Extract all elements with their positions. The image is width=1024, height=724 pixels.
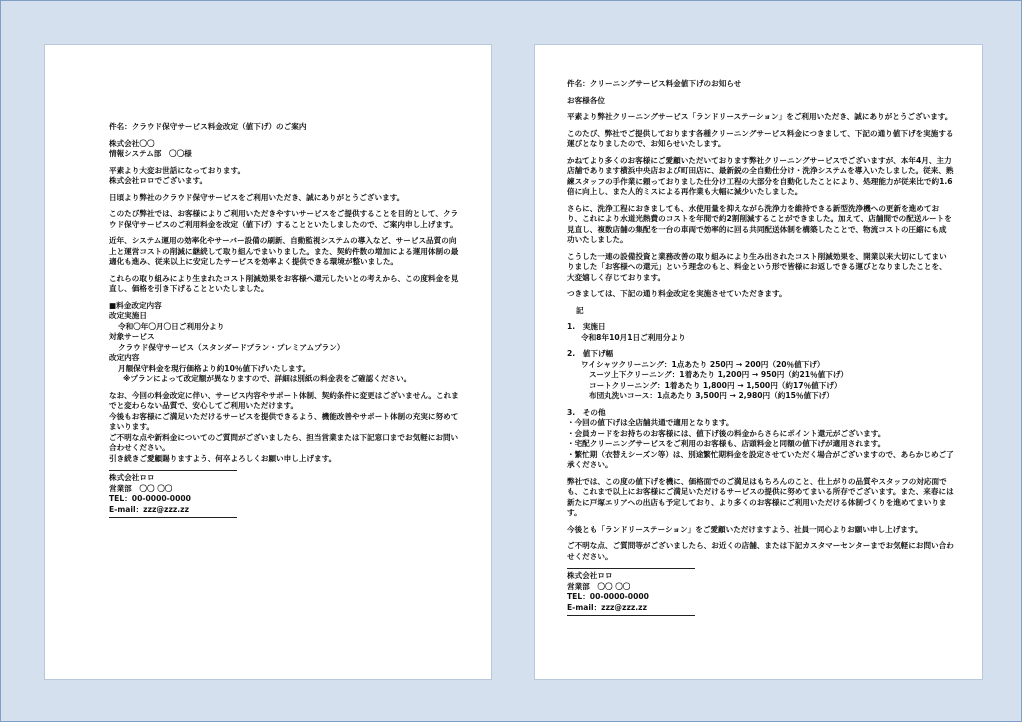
content-note: ※プランによって改定額が異なりますので、詳細は別紙の料金表をご確認ください。 bbox=[123, 374, 412, 383]
note-item: ・繁忙期（衣替えシーズン等）は、別途繁忙期料金を設定させていただく場合がございますので、あらかじめご了承ください。 bbox=[567, 449, 954, 469]
recipient-person: 情報システム部 〇〇様 bbox=[109, 149, 192, 158]
addressee: お客様各位 bbox=[567, 95, 605, 105]
body-paragraph: さらに、洗浄工程におきましても、水使用量を抑えながら洗浄力を維持できる新型洗浄機への更新を進めており、これにより水道光熱費のコストを年間で約2割削減することができました。加えて、店舗間での配送ルートを見直し、複数店舗の集配を一台の車両で効率的に回る共同配送体制を構築したことで、物流コストの圧縮にも成功いたしました。 bbox=[567, 203, 952, 244]
effective-label: 改定実施日 bbox=[109, 311, 147, 320]
body-paragraph: なお、今回の料金改定に伴い、サービス内容やサポート体制、契約条件に変更はございません。これまでと変わらない品質で、安心してご利用いただけます。 bbox=[109, 390, 459, 410]
body-paragraph: 今後とも「ランドリーステーション」をご愛顧いただけますよう、社員一同心よりお願い申し上げます。 bbox=[567, 524, 923, 534]
ki-label: 記 bbox=[576, 305, 584, 315]
document-page-right bbox=[534, 44, 983, 680]
price-item: スーツ上下クリーニング：1着あたり 1,200円 → 950円（約21％値下げ） bbox=[589, 370, 849, 379]
note-item: ・今回の値下げは全店舗共通で適用となります。 bbox=[567, 418, 734, 427]
signature-divider bbox=[109, 517, 237, 518]
signature-email: E-mail：zzz@zzz.zz bbox=[109, 504, 190, 514]
subject-line: 件名：クリーニングサービス料金値下げのお知らせ bbox=[567, 79, 742, 88]
greeting-line: 平素より大変お世話になっております。 bbox=[109, 165, 246, 175]
greeting-paragraph: 平素より弊社クリーニングサービス「ランドリーステーション」をご利用いただき、誠にありがとうございます。 bbox=[567, 112, 953, 121]
signature-company: 株式会社ロロ bbox=[567, 571, 613, 580]
closing-line: 引き続きご愛顧賜りますよう、何卒よろしくお願い申し上げます。 bbox=[109, 453, 337, 463]
content-value: 月額保守料金を現行価格より約10％値下げいたします。 bbox=[118, 363, 311, 373]
body-paragraph: 今後もお客様にご満足いただけるサービスを提供できるよう、機能改善やサポート体制の充実に努めてまいります。 bbox=[109, 411, 459, 431]
section-heading: 1. 実施日 bbox=[567, 322, 606, 331]
body-paragraph: 弊社では、この度の値下げを機に、価格面でのご満足はもちろんのこと、仕上がりの品質やスタッフの対応面でも、これまで以上にお客様にご満足いただけるサービスの提供に努めてまいる所存でございます。また、来春には新たに戸塚エリアへの出店も予定しており、より多くのお客様にご利用いただける体制づくりを進めてまいります。 bbox=[567, 476, 954, 517]
target-value: クラウド保守サービス（スタンダードプラン・プレミアムプラン） bbox=[118, 342, 345, 352]
body-paragraph: かねてより多くのお客様にご愛顧いただいております弊社クリーニングサービスでございますが、本年4月、主力店舗であります横浜中央店および町田店に、最新鋭の全自動仕分け・洗浄システムを導入いたしました。従来、熟練スタッフの手作業に頼っておりました仕分け工程の大部分を自動化したことにより、処理能力が従来比で約1.6倍に向上し、また人的ミスによる再作業も大幅に減少いたしました。 bbox=[567, 155, 954, 196]
signature-email: E-mail：zzz@zzz.zz bbox=[567, 602, 648, 612]
body-paragraph: これらの取り組みにより生まれたコスト削減効果をお客様へ還元したいとの考えから、この度料金を見直し、価格を引き下げることといたしました。 bbox=[109, 273, 459, 293]
signature-divider bbox=[567, 615, 695, 616]
signature-company: 株式会社ロロ bbox=[109, 473, 155, 482]
signature-tel: TEL：00-0000-0000 bbox=[567, 592, 649, 601]
body-paragraph: このたび、弊社でご提供しております各種クリーニングサービス料金につきまして、下記の通り値下げを実施する運びとなりましたので、お知らせいたします。 bbox=[567, 128, 954, 148]
price-item: コートクリーニング：1着あたり 1,800円 → 1,500円（約17％値下げ） bbox=[589, 380, 842, 390]
content-label: 改定内容 bbox=[109, 353, 140, 362]
body-paragraph: ご不明な点、ご質問等がございましたら、お近くの店舗、または下記カスタマーセンターまでお気軽にお問い合わせください。 bbox=[567, 541, 954, 561]
signature-divider bbox=[109, 470, 237, 471]
recipient-company: 株式会社〇〇 bbox=[109, 138, 155, 148]
price-item: 布団丸洗いコース：1点あたり 3,500円 → 2,980円（約15％値下げ） bbox=[589, 391, 834, 400]
details-heading: ■料金改定内容 bbox=[109, 300, 162, 310]
section-heading: 3. その他 bbox=[567, 407, 606, 417]
section-value: 令和8年10月1日ご利用分より bbox=[581, 332, 686, 342]
effective-value: 令和〇年〇月〇日ご利用分より bbox=[118, 321, 225, 331]
subject-line: 件名：クラウド保守サービス料金改定（値下げ）のご案内 bbox=[109, 122, 307, 131]
body-paragraph: このたび弊社では、お客様によりご利用いただきやすいサービスをご提供することを目的として、クラウド保守サービスのご利用料金を改定（値下げ）することといたしましたので、ご案内申し上げます。 bbox=[109, 209, 459, 229]
note-item: ・宅配クリーニングサービスをご利用のお客様も、店頭料金と同額の値下げが適用されます。 bbox=[567, 439, 886, 448]
body-paragraph: ご不明な点や新料金についてのご質問がございましたら、担当営業または下記窓口までお気軽にお問い合わせください。 bbox=[109, 432, 459, 452]
signature-divider bbox=[567, 568, 695, 569]
body-paragraph: こうした一連の設備投資と業務改善の取り組みにより生み出されたコスト削減効果を、開業以来大切にしてまいりました「お客様への還元」という理念のもと、料金という形で皆様にお返しできる運びとなりましたことを、大変嬉しく存じております。 bbox=[567, 251, 947, 282]
section-heading: 2. 値下げ幅 bbox=[567, 349, 614, 358]
price-item: ワイシャツクリーニング：1点あたり 250円 → 200円（20％値下げ） bbox=[581, 359, 825, 369]
note-item: ・会員カードをお持ちのお客様には、値下げ後の料金からさらにポイント還元がございます。 bbox=[567, 428, 886, 438]
signature-tel: TEL：00-0000-0000 bbox=[109, 494, 191, 503]
body-paragraph: つきましては、下記の通り料金改定を実施させていただきます。 bbox=[567, 289, 787, 298]
signature-department: 営業部 〇〇 〇〇 bbox=[109, 483, 173, 493]
target-label: 対象サービス bbox=[109, 332, 155, 341]
greeting-line: 株式会社ロロでございます。 bbox=[109, 176, 208, 185]
document-page-left bbox=[44, 44, 492, 680]
thanks-paragraph: 日頃より弊社のクラウド保守サービスをご利用いただき、誠にありがとうございます。 bbox=[109, 192, 405, 202]
body-paragraph: 近年、システム運用の効率化やサーバー設備の刷新、自動監視システムの導入など、サービス品質の向上と運営コストの削減に継続して取り組んでまいりました。また、契約件数の増加による運用体制の最適化も進み、従来以上に安定したサービスを効率よく提供できる環境が整いました。 bbox=[109, 236, 459, 266]
signature-department: 営業部 〇〇 〇〇 bbox=[567, 581, 631, 591]
